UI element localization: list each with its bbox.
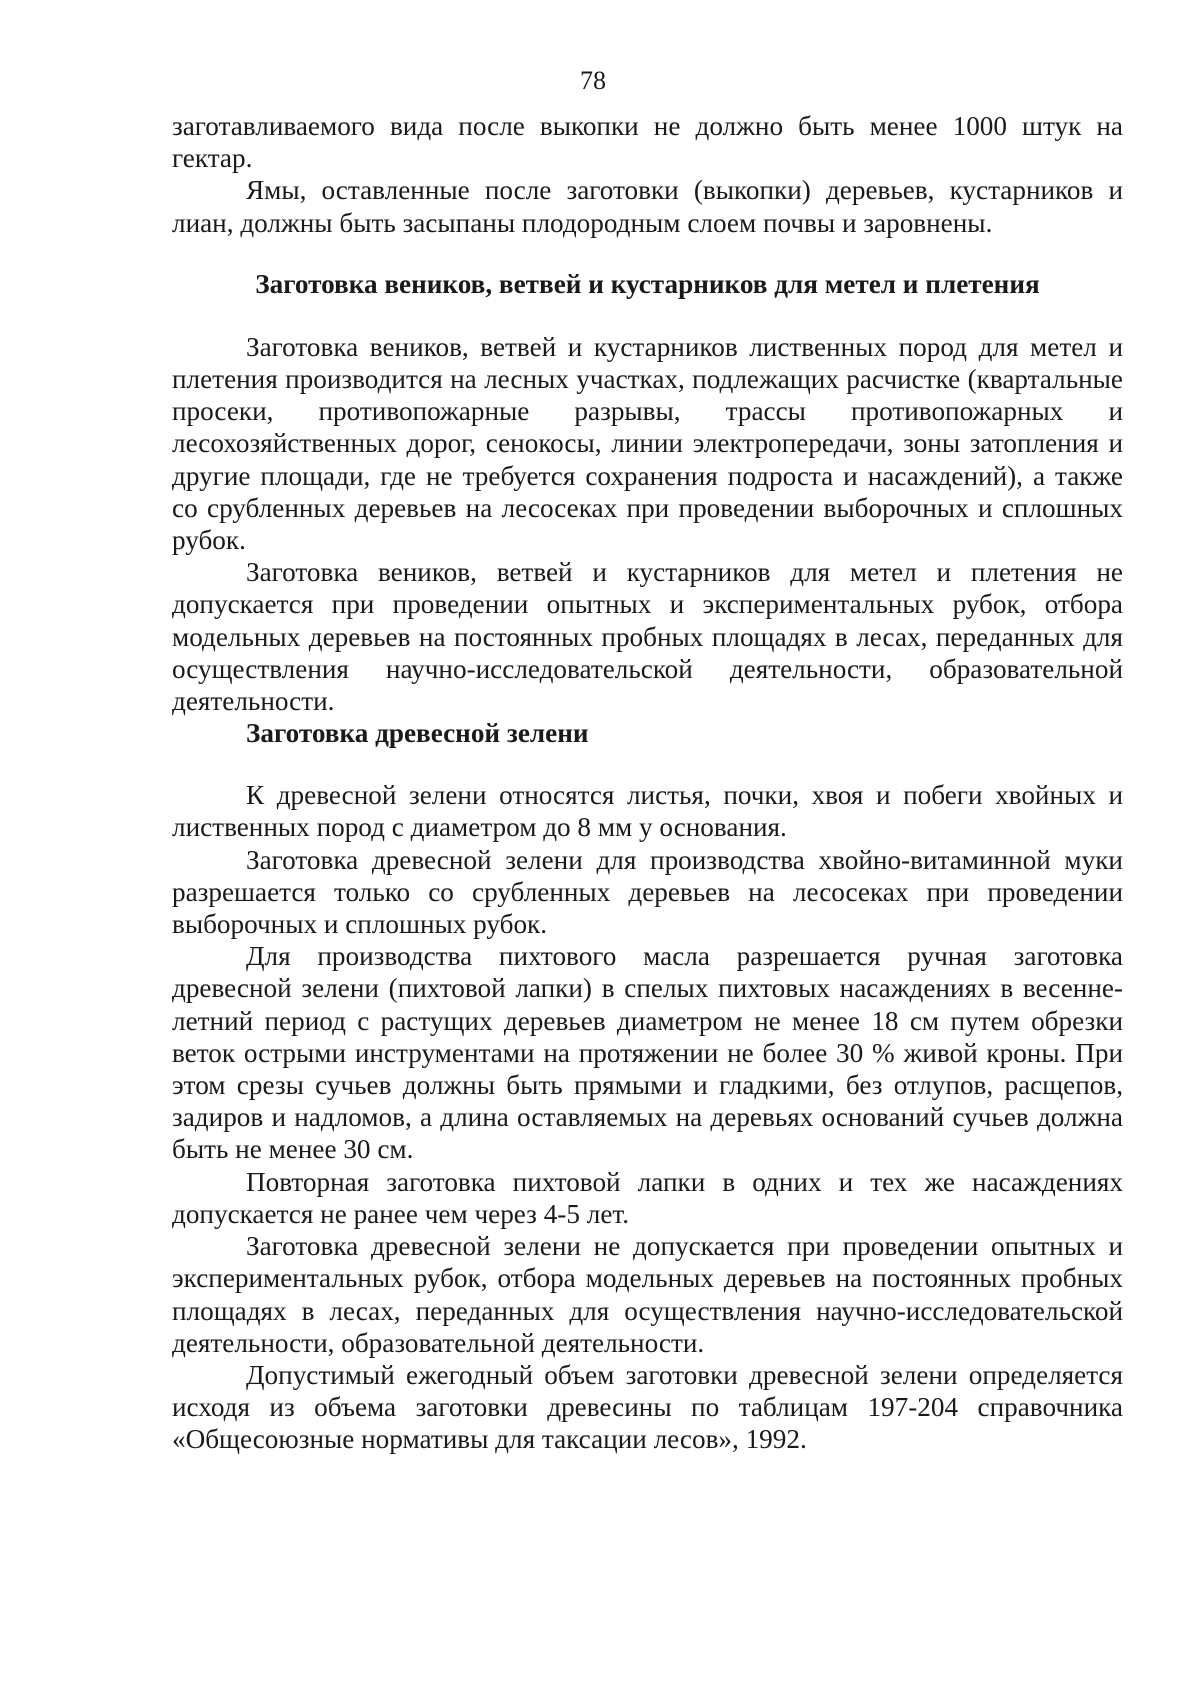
paragraph-repeat-harvest: Повторная заготовка пихтовой лапки в одних и тех же насаждениях допускается не ранее чем через 4-5 лет. xyxy=(172,1166,1123,1229)
paragraph-brooms-where: Заготовка веников, ветвей и кустарников лиственных пород для метел и плетения производится на лесных участках, подлежащих расчистке (квартальные просеки, противопожарные разрывы, трассы противопожарных и лесохозяйственных дорог, сенокосы, линии электропередачи, зоны затопления и другие площади, где не требуется сохранения подроста и насаждений), а также со срубленных деревьев на лесосеках при проведении выборочных и сплошных рубок. xyxy=(172,331,1123,556)
paragraph-annual-volume: Допустимый ежегодный объем заготовки древесной зелени определяется исходя из объема заготовки древесины по таблицам 197-204 справочника «Общесоюзные нормативы для таксации лесов», 1992. xyxy=(172,1359,1123,1455)
section-heading-brooms: Заготовка веников, ветвей и кустарников для метел и плетения xyxy=(255,268,1040,299)
paragraph-fir-oil: Для производства пихтового масла разрешается ручная заготовка древесной зелени (пихтовой лапки) в спелых пихтовых насаждениях в весенне-летний период с растущих деревьев диаметром не менее 18 см путем обрезки веток острыми инструментами на протяжении не более 30 % живой кроны. При этом срезы сучьев должны быть прямыми и гладкими, без отлупов, расщепов, задиров и надломов, а длина оставляемых на деревьях оснований сучьев должна быть не менее 30 см. xyxy=(172,941,1123,1165)
paragraph-greenery-flour: Заготовка древесной зелени для производства хвойно-витаминной муки разрешается только со срубленных деревьев на лесосеках при проведении выборочных и сплошных рубок. xyxy=(172,844,1123,940)
paragraph-greenery-restriction: Заготовка древесной зелени не допускается при проведении опытных и экспериментальных рубок, отбора модельных деревьев на постоянных пробных площадях в лесах, переданных для осуществления научно-исследовательской деятельности, образовательной деятельности. xyxy=(172,1231,1123,1358)
paragraph-greenery-definition: К древесной зелени относятся листья, почки, хвоя и побеги хвойных и лиственных пород с диаметром до 8 мм у основания. xyxy=(172,780,1123,843)
section-heading-greenery: Заготовка древесной зелени xyxy=(246,718,589,749)
page-number: 78 xyxy=(580,66,606,95)
document-body xyxy=(172,110,1123,1456)
paragraph-continuation: заготавливаемого вида после выкопки не должно быть менее 1000 штук на гектар. xyxy=(172,111,1123,174)
paragraph-brooms-restriction: Заготовка веников, ветвей и кустарников для метел и плетения не допускается при проведении опытных и экспериментальных рубок, отбора модельных деревьев на постоянных пробных площадях в лесах, переданных для осуществления научно-исследовательской деятельности, образовательной деятельности. xyxy=(172,557,1123,717)
paragraph-pits: Ямы, оставленные после заготовки (выкопки) деревьев, кустарников и лиан, должны быть засыпаны плодородным слоем почвы и заровнены. xyxy=(172,175,1123,238)
